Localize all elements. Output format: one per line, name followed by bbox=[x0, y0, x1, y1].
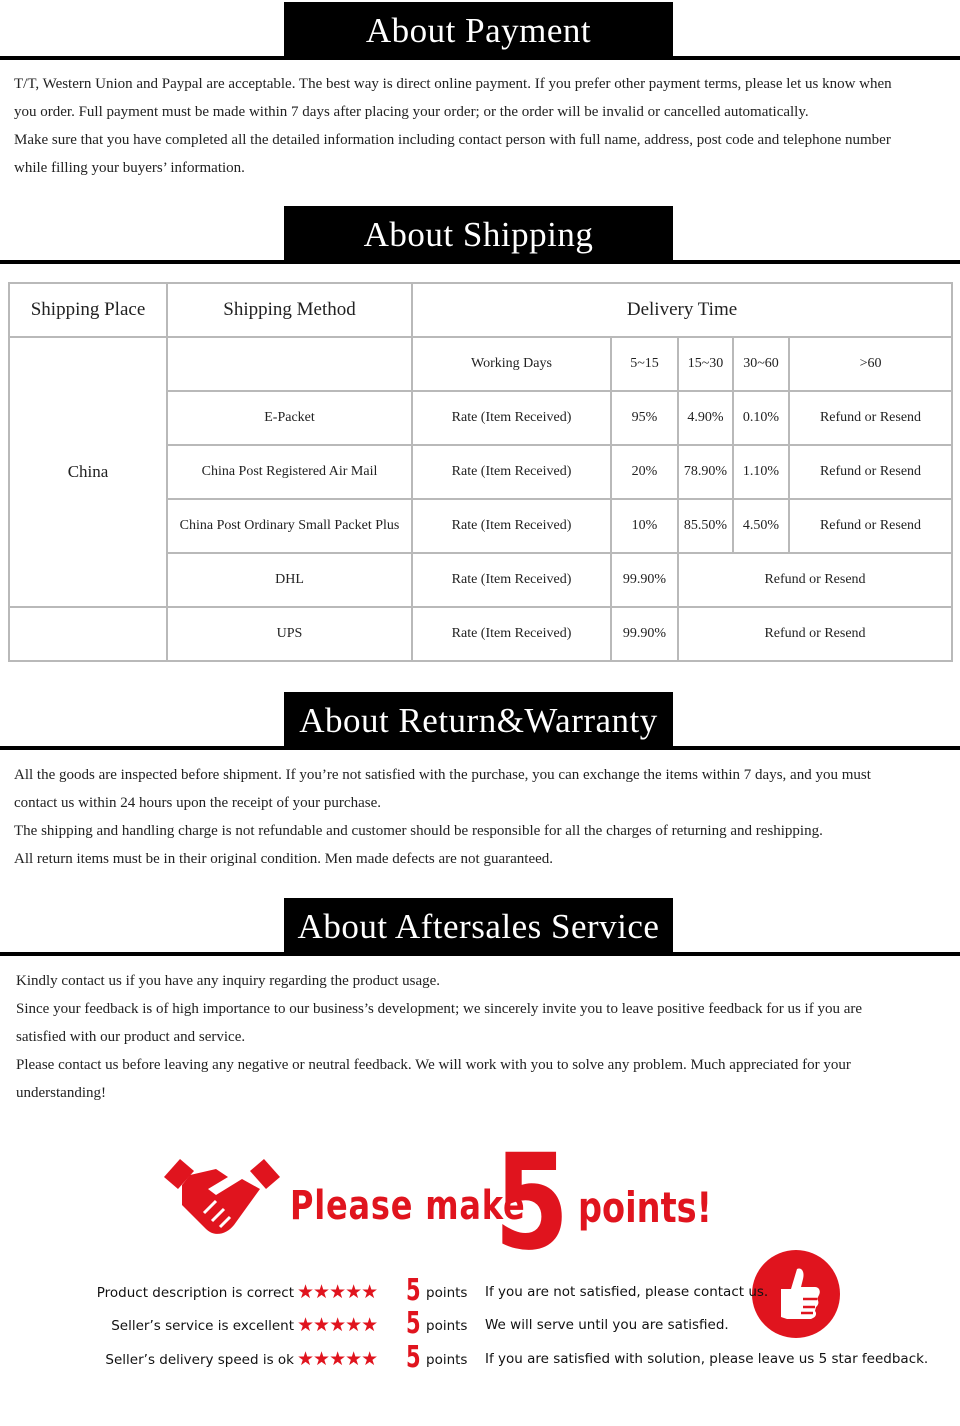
working-days-range: 5~15 bbox=[611, 337, 678, 391]
rate-value: Refund or Resend bbox=[789, 391, 952, 445]
rating-label: Product description is correct bbox=[96, 1285, 294, 1301]
rate-label: Rate (Item Received) bbox=[412, 607, 611, 661]
rating-message: If you are satisfied with solution, please leave us 5 star feedback. bbox=[485, 1351, 929, 1367]
rating-label: Seller’s service is excellent bbox=[111, 1318, 294, 1334]
handshake-icon bbox=[160, 1155, 284, 1243]
rate-label: Rate (Item Received) bbox=[412, 553, 611, 607]
promo-headline-right: points! bbox=[578, 1183, 712, 1232]
rate-label: Rate (Item Received) bbox=[412, 391, 611, 445]
returns-line: contact us within 24 hours upon the receipt of your purchase. bbox=[14, 795, 381, 811]
returns-banner bbox=[0, 692, 960, 752]
rating-row bbox=[0, 1273, 960, 1309]
rate-value: 99.90% bbox=[611, 607, 678, 661]
rate-label: Rate (Item Received) bbox=[412, 499, 611, 553]
rating-row bbox=[0, 1306, 960, 1342]
rate-value: 95% bbox=[611, 391, 678, 445]
star-rating-icon: ★★★★★ bbox=[297, 1281, 378, 1303]
shipping-place-china: China bbox=[9, 337, 167, 607]
rating-message: We will serve until you are satisfied. bbox=[485, 1317, 729, 1333]
payment-banner bbox=[0, 2, 960, 62]
rate-value: Refund or Resend bbox=[678, 553, 952, 607]
returns-line: All the goods are inspected before shipment. If you’re not satisfied with the purchase, you can exchange the items within 7 days, and you must bbox=[14, 767, 871, 783]
rate-value: 1.10% bbox=[733, 445, 789, 499]
working-days-range: 15~30 bbox=[678, 337, 733, 391]
payment-line: Make sure that you have completed all the detailed information including contact person with full name, address, post code and telephone number bbox=[14, 132, 891, 148]
rate-value: 99.90% bbox=[611, 553, 678, 607]
star-rating-icon: ★★★★★ bbox=[297, 1348, 378, 1370]
rate-value: 85.50% bbox=[678, 499, 733, 553]
rate-value: 4.90% bbox=[678, 391, 733, 445]
rate-label: Rate (Item Received) bbox=[412, 445, 611, 499]
shipping-title: About Shipping bbox=[284, 206, 673, 264]
shipping-banner bbox=[0, 206, 960, 266]
payment-text bbox=[14, 70, 954, 182]
aftersales-text bbox=[16, 967, 956, 1107]
rate-value: 0.10% bbox=[733, 391, 789, 445]
shipping-method: E-Packet bbox=[167, 391, 412, 445]
working-days-range: 30~60 bbox=[733, 337, 789, 391]
aftersales-line: satisfied with our product and service. bbox=[16, 1029, 246, 1045]
aftersales-title: About Aftersales Service bbox=[284, 898, 673, 956]
rate-value: 78.90% bbox=[678, 445, 733, 499]
rating-row bbox=[0, 1340, 960, 1376]
shipping-method: DHL bbox=[167, 553, 412, 607]
table-row bbox=[9, 337, 952, 391]
rating-label: Seller’s delivery speed is ok bbox=[105, 1352, 294, 1368]
rating-number: 5 bbox=[406, 1306, 421, 1341]
star-rating-icon: ★★★★★ bbox=[297, 1314, 378, 1336]
header-delivery-time: Delivery Time bbox=[412, 283, 952, 337]
rating-message: If you are not satisfied, please contact us. bbox=[485, 1284, 769, 1300]
working-days-range: >60 bbox=[789, 337, 952, 391]
empty-cell bbox=[167, 337, 412, 391]
rating-unit: points bbox=[426, 1352, 468, 1368]
returns-line: All return items must be in their original condition. Men made defects are not guaranteed. bbox=[14, 851, 554, 867]
rating-number: 5 bbox=[406, 1340, 421, 1375]
empty-cell bbox=[9, 607, 167, 661]
shipping-method: UPS bbox=[167, 607, 412, 661]
promo-big-number: 5 bbox=[494, 1126, 570, 1280]
payment-line: T/T, Western Union and Paypal are acceptable. The best way is direct online payment. If you prefer other payment terms, please let us know when bbox=[14, 76, 892, 92]
table-header-row bbox=[9, 283, 952, 337]
rate-value: 4.50% bbox=[733, 499, 789, 553]
working-days-label: Working Days bbox=[412, 337, 611, 391]
aftersales-line: Since your feedback is of high importance to our business’s development; we sincerely invite you to leave positive feedback for us if you are bbox=[16, 1001, 863, 1017]
rating-unit: points bbox=[426, 1285, 468, 1301]
aftersales-banner bbox=[0, 898, 960, 958]
payment-line: you order. Full payment must be made within 7 days after placing your order; or the order will be invalid or cancelled automatically. bbox=[14, 104, 809, 120]
returns-text bbox=[14, 761, 954, 873]
rate-value: 10% bbox=[611, 499, 678, 553]
table-row bbox=[9, 607, 952, 661]
shipping-table bbox=[8, 282, 953, 662]
shipping-method: China Post Registered Air Mail bbox=[167, 445, 412, 499]
aftersales-line: Kindly contact us if you have any inquiry regarding the product usage. bbox=[16, 973, 441, 989]
payment-line: while filling your buyers’ information. bbox=[14, 160, 245, 176]
returns-line: The shipping and handling charge is not refundable and customer should be responsible for all the charges of returning and reshipping. bbox=[14, 823, 823, 839]
shipping-method: China Post Ordinary Small Packet Plus bbox=[167, 499, 412, 553]
payment-title: About Payment bbox=[284, 2, 673, 60]
promo-headline-left: Please make bbox=[290, 1183, 526, 1229]
rating-number: 5 bbox=[406, 1273, 421, 1308]
aftersales-line: understanding! bbox=[16, 1085, 106, 1101]
rate-value: Refund or Resend bbox=[789, 445, 952, 499]
rate-value: Refund or Resend bbox=[678, 607, 952, 661]
returns-title: About Return&Warranty bbox=[284, 692, 673, 750]
rate-value: Refund or Resend bbox=[789, 499, 952, 553]
rate-value: 20% bbox=[611, 445, 678, 499]
feedback-promo bbox=[0, 1125, 960, 1425]
rating-unit: points bbox=[426, 1318, 468, 1334]
aftersales-line: Please contact us before leaving any negative or neutral feedback. We will work with you to solve any problem. Much appreciated for your bbox=[16, 1057, 851, 1073]
header-shipping-method: Shipping Method bbox=[167, 283, 412, 337]
header-shipping-place: Shipping Place bbox=[9, 283, 167, 337]
